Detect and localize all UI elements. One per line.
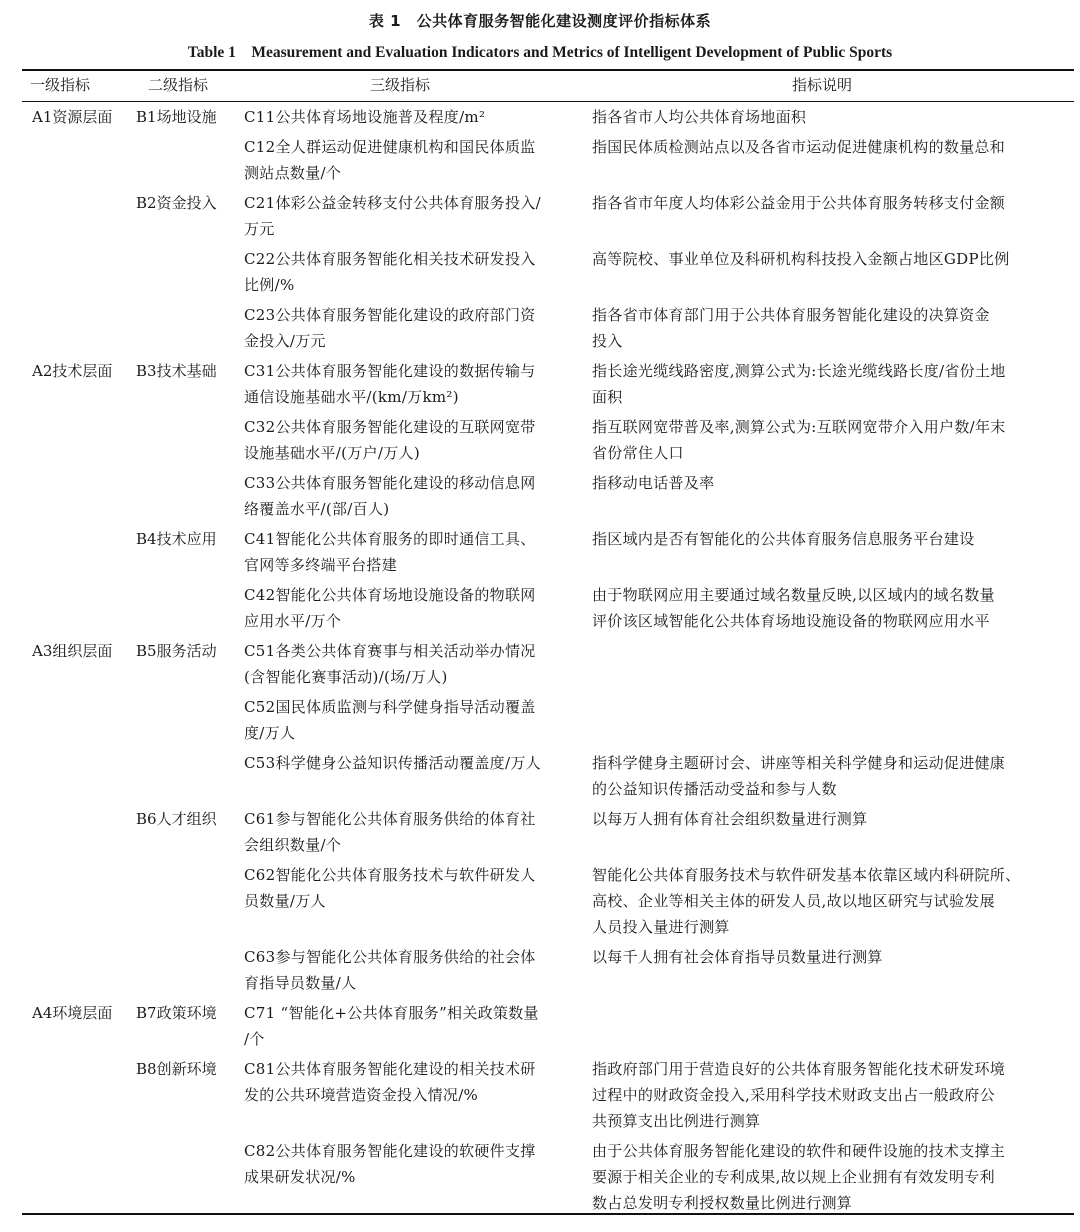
cell-level3-line: 员数量/万人	[244, 892, 326, 910]
cell-description-line: 以每万人拥有体育社会组织数量进行测算	[592, 810, 868, 828]
cell-level3	[244, 1000, 574, 1052]
header-level1: 一级指标	[30, 76, 91, 94]
cell-level2: B6人才组织	[136, 810, 217, 828]
cell-description-line: 要源于相关企业的专利成果,故以规上企业拥有有效发明专利	[592, 1168, 995, 1186]
table-row	[0, 694, 1080, 750]
cell-level3-line: C82公共体育服务智能化建设的软硬件支撑	[244, 1142, 536, 1160]
cell-level3-line: 万元	[244, 220, 275, 238]
cell-description-line: 高校、企业等相关主体的研发人员,故以地区研究与试验发展	[592, 892, 995, 910]
cell-description-line: 投入	[592, 332, 623, 350]
table-row	[0, 190, 1080, 246]
cell-level2: B8创新环境	[136, 1060, 217, 1078]
cell-level3	[244, 190, 574, 242]
cell-description	[592, 582, 1072, 634]
cell-level3	[244, 806, 574, 858]
cell-description-line: 省份常住人口	[592, 444, 684, 462]
cell-level3	[244, 104, 574, 130]
cell-level3-line: C41智能化公共体育服务的即时通信工具、	[244, 530, 536, 548]
cell-level3-line: C12全人群运动促进健康机构和国民体质监	[244, 138, 536, 156]
table-row	[0, 414, 1080, 470]
header-level3: 三级指标	[370, 76, 431, 94]
cell-description-line: 指科学健身主题研讨会、讲座等相关科学健身和运动促进健康	[592, 754, 1006, 772]
cell-level3-line: 官网等多终端平台搭建	[244, 556, 398, 574]
cell-level1: A3组织层面	[32, 642, 113, 660]
table-row	[0, 638, 1080, 694]
table-row	[0, 104, 1080, 134]
cell-level3	[244, 302, 574, 354]
cell-level3-line: 设施基础水平/(万户/万人)	[244, 444, 421, 462]
cell-level3-line: C33公共体育服务智能化建设的移动信息网	[244, 474, 536, 492]
cell-level3-line: C62智能化公共体育服务技术与软件研发人	[244, 866, 536, 884]
table-row	[0, 1138, 1080, 1220]
cell-level2: B7政策环境	[136, 1004, 217, 1022]
cell-level3-line: 比例/%	[244, 276, 295, 294]
table-title-cn: 表 1 公共体育服务智能化建设测度评价指标体系	[368, 12, 712, 30]
cell-level3	[244, 246, 574, 298]
cell-level3	[244, 134, 574, 186]
cell-level1: A4环境层面	[32, 1004, 113, 1022]
cell-level3-line: 成果研发状况/%	[244, 1168, 356, 1186]
cell-level3	[244, 1056, 574, 1108]
cell-level3-line: C52国民体质监测与科学健身指导活动覆盖	[244, 698, 536, 716]
cell-description-line: 评价该区域智能化公共体育场地设施设备的物联网应用水平	[592, 612, 990, 630]
table-row	[0, 470, 1080, 526]
cell-level2: B3技术基础	[136, 362, 217, 380]
cell-level3-line: 度/万人	[244, 724, 296, 742]
table-row	[0, 944, 1080, 1000]
cell-description-line: 由于物联网应用主要通过域名数量反映,以区域内的域名数量	[592, 586, 995, 604]
cell-level3-line: C11公共体育场地设施普及程度/m²	[244, 108, 486, 126]
cell-level2: B2资金投入	[136, 194, 217, 212]
cell-level3	[244, 750, 574, 776]
cell-level3	[244, 1138, 574, 1190]
cell-description-line: 智能化公共体育服务技术与软件研发基本依靠区域内科研院所、	[592, 866, 1021, 884]
cell-level3-line: C81公共体育服务智能化建设的相关技术研	[244, 1060, 536, 1078]
cell-level3-line: C63参与智能化公共体育服务供给的社会体	[244, 948, 536, 966]
table-row	[0, 806, 1080, 862]
cell-level3-line: C71 “智能化+公共体育服务”相关政策数量	[244, 1004, 539, 1022]
cell-level3	[244, 582, 574, 634]
table-row	[0, 302, 1080, 358]
cell-level3-line: C22公共体育服务智能化相关技术研发投入	[244, 250, 536, 268]
table-header-rule	[22, 101, 1074, 102]
cell-description-line: 人员投入量进行测算	[592, 918, 730, 936]
cell-description	[592, 526, 1072, 552]
cell-level3-line: C31公共体育服务智能化建设的数据传输与	[244, 362, 536, 380]
cell-level3	[244, 414, 574, 466]
cell-description-line: 指各省市人均公共体育场地面积	[592, 108, 807, 126]
cell-description-line: 高等院校、事业单位及科研机构科技投入金额占地区GDP比例	[592, 250, 1010, 268]
cell-level3-line: C51各类公共体育赛事与相关活动举办情况	[244, 642, 536, 660]
cell-description	[592, 806, 1072, 832]
table-body	[0, 104, 1080, 1220]
cell-description-line: 的公益知识传播活动受益和参与人数	[592, 780, 837, 798]
cell-description	[592, 358, 1072, 410]
cell-description	[592, 1138, 1072, 1216]
cell-level3	[244, 694, 574, 746]
cell-description	[592, 750, 1072, 802]
cell-level3-line: 发的公共环境营造资金投入情况/%	[244, 1086, 479, 1104]
cell-level2: B4技术应用	[136, 530, 217, 548]
cell-level3-line: 会组织数量/个	[244, 836, 342, 854]
cell-level3-line: 络覆盖水平/(部/百人)	[244, 500, 390, 518]
cell-level3-line: C61参与智能化公共体育服务供给的体育社	[244, 810, 536, 828]
table-row	[0, 1000, 1080, 1056]
cell-description-line: 以每千人拥有社会体育指导员数量进行测算	[592, 948, 883, 966]
table-row	[0, 750, 1080, 806]
cell-description-line: 数占总发明专利授权数量比例进行测算	[592, 1194, 853, 1212]
cell-description-line: 指各省市体育部门用于公共体育服务智能化建设的决算资金	[592, 306, 990, 324]
cell-level3	[244, 862, 574, 914]
cell-description	[592, 104, 1072, 130]
cell-description	[592, 944, 1072, 970]
cell-level3-line: 金投入/万元	[244, 332, 326, 350]
table-row	[0, 134, 1080, 190]
cell-description	[592, 302, 1072, 354]
cell-level2: B1场地设施	[136, 108, 217, 126]
cell-level1: A2技术层面	[32, 362, 113, 380]
table-row	[0, 862, 1080, 944]
cell-description	[592, 134, 1072, 160]
cell-description	[592, 1056, 1072, 1134]
cell-level3	[244, 470, 574, 522]
cell-level3-line: C53科学健身公益知识传播活动覆盖度/万人	[244, 754, 541, 772]
table-row	[0, 582, 1080, 638]
cell-description	[592, 470, 1072, 496]
cell-level3	[244, 526, 574, 578]
cell-description-line: 过程中的财政资金投入,采用科学技术财政支出占一般政府公	[592, 1086, 995, 1104]
cell-description-line: 指互联网宽带普及率,测算公式为:互联网宽带介入用户数/年末	[592, 418, 1006, 436]
cell-level3-line: C21体彩公益金转移支付公共体育服务投入/	[244, 194, 541, 212]
header-level2: 二级指标	[148, 76, 209, 94]
cell-level3	[244, 944, 574, 996]
table-row	[0, 246, 1080, 302]
cell-description	[592, 862, 1072, 940]
table-row	[0, 1056, 1080, 1138]
table-row	[0, 358, 1080, 414]
cell-level3-line: 通信设施基础水平/(km/万km²)	[244, 388, 459, 406]
cell-level2: B5服务活动	[136, 642, 217, 660]
cell-level3	[244, 358, 574, 410]
cell-description-line: 指政府部门用于营造良好的公共体育服务智能化技术研发环境	[592, 1060, 1006, 1078]
cell-description-line: 指各省市年度人均体彩公益金用于公共体育服务转移支付金额	[592, 194, 1006, 212]
cell-level3-line: C32公共体育服务智能化建设的互联网宽带	[244, 418, 536, 436]
cell-description-line: 指移动电话普及率	[592, 474, 715, 492]
table-top-rule	[22, 69, 1074, 71]
table-bottom-rule	[22, 1213, 1074, 1215]
cell-level3-line: 应用水平/万个	[244, 612, 342, 630]
cell-level3-line: C23公共体育服务智能化建设的政府部门资	[244, 306, 536, 324]
cell-description-line: 面积	[592, 388, 623, 406]
cell-description-line: 指国民体质检测站点以及各省市运动促进健康机构的数量总和	[592, 138, 1006, 156]
cell-description	[592, 246, 1072, 272]
cell-description-line: 共预算支出比例进行测算	[592, 1112, 761, 1130]
cell-level3-line: /个	[244, 1030, 265, 1048]
cell-level3-line: C42智能化公共体育场地设施设备的物联网	[244, 586, 536, 604]
cell-description	[592, 190, 1072, 216]
cell-level3-line: 测站点数量/个	[244, 164, 342, 182]
table-row	[0, 526, 1080, 582]
cell-description-line: 指区域内是否有智能化的公共体育服务信息服务平台建设	[592, 530, 975, 548]
cell-description	[592, 414, 1072, 466]
cell-description-line: 由于公共体育服务智能化建设的软件和硬件设施的技术支撑主	[592, 1142, 1006, 1160]
table-title-en: Table 1 Measurement and Evaluation Indicators and Metrics of Intelligent Development of Public Sports	[187, 44, 893, 61]
header-description: 指标说明	[792, 76, 853, 94]
cell-level3-line: (含智能化赛事活动)/(场/万人)	[244, 668, 448, 686]
cell-level1: A1资源层面	[32, 108, 113, 126]
cell-level3	[244, 638, 574, 690]
cell-level3-line: 育指导员数量/人	[244, 974, 357, 992]
cell-description-line: 指长途光缆线路密度,测算公式为:长途光缆线路长度/省份土地	[592, 362, 1006, 380]
